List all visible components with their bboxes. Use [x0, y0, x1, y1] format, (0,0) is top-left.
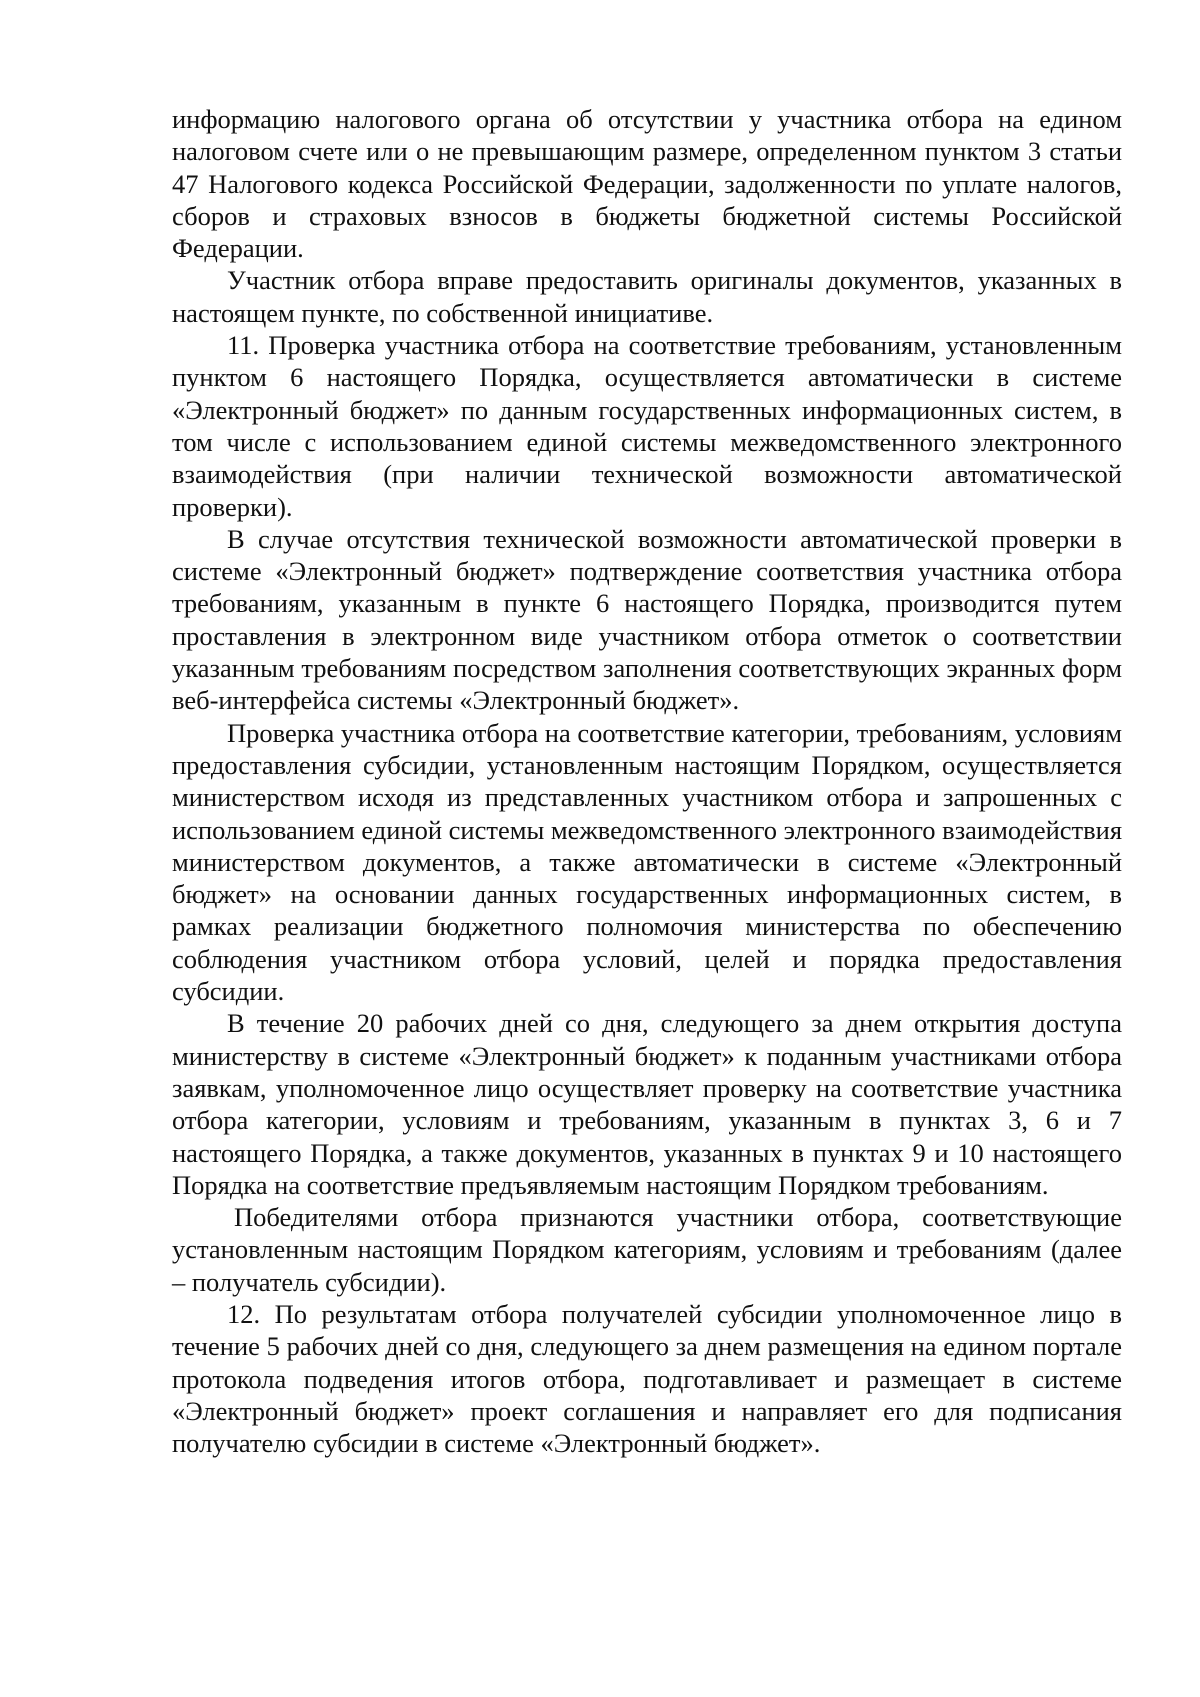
paragraph-no-automatic-check: В случае отсутствия технической возможности автоматической проверки в системе «Электронный бюджет» подтверждение соответствия участника отбора требованиям, указанным в пункте 6 настоящего Порядка, производится путем проставления в электронном виде участником отбора отметок о соответствии указанным требованиям посредством заполнения соответствующих экранных форм веб-интерфейса системы «Электронный бюджет». — [172, 523, 1122, 716]
paragraph-20-working-days: В течение 20 рабочих дней со дня, следующего за днем открытия доступа министерству в системе «Электронный бюджет» к поданным участниками отбора заявкам, уполномоченное лицо осуществляет проверку на соответствие участника отбора категории, условиям и требованиям, указанным в пунктах 3, 6 и 7 настоящего Порядка, а также документов, указанных в пунктах 9 и 10 настоящего Порядка на соответствие предъявляемым настоящим Порядком требованиям. — [172, 1008, 1122, 1200]
paragraph-item-11: 11. Проверка участника отбора на соответствие требованиям, установленным пунктом 6 настоящего Порядка, осуществляется автоматически в системе «Электронный бюджет» по данным государственных информационных систем, в том числе с использованием единой системы межведомственного электронного взаимодействия (при наличии технической возможности автоматической проверки). — [172, 330, 1122, 522]
paragraph-item-12: 12. По результатам отбора получателей субсидии уполномоченное лицо в течение 5 рабочих дней со дня, следующего за днем размещения на едином портале протокола подведения итогов отбора, подготавливает и размещает в системе «Электронный бюджет» проект соглашения и направляет его для подписания получателю субсидии в системе «Электронный бюджет». — [172, 1298, 1122, 1459]
paragraph-winners: Победителями отбора признаются участники отбора, соответствующие установленным настоящим Порядком категориям, условиям и требованиям (далее – получатель субсидии). — [172, 1202, 1122, 1297]
document-page — [172, 103, 1122, 1459]
paragraph-category-check: Проверка участника отбора на соответствие категории, требованиям, условиям предоставления субсидии, установленным настоящим Порядком, осуществляется министерством исходя из представленных участником отбора и запрошенных с использованием единой системы межведомственного электронного взаимодействия министерством документов, а также автоматически в системе «Электронный бюджет» на основании данных государственных информационных систем, в рамках реализации бюджетного полномочия министерства по обеспечению соблюдения участником отбора условий, целей и порядка предоставления субсидии. — [172, 717, 1123, 1007]
paragraph-tax-info-continuation: информацию налогового органа об отсутствии у участника отбора на едином налоговом счете или о не превышающим размере, определенном пунктом 3 статьи 47 Налогового кодекса Российской Федерации, задолженности по уплате налогов, сборов и страховых взносов в бюджеты бюджетной системы Российской Федерации. — [172, 104, 1122, 264]
paragraph-original-documents: Участник отбора вправе предоставить оригиналы документов, указанных в настоящем пункте, по собственной инициативе. — [172, 265, 1122, 328]
